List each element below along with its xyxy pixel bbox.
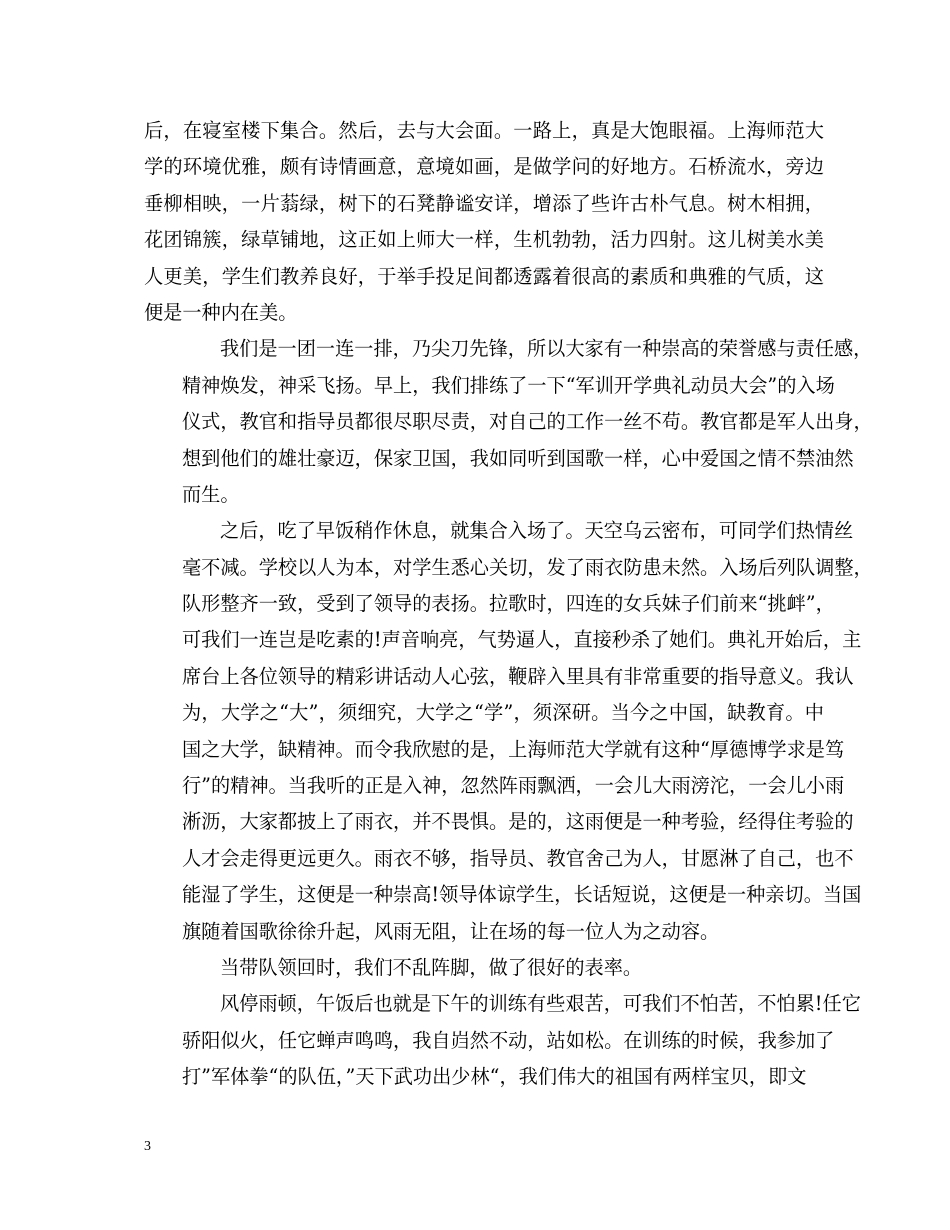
text-line: 行”的精神。当我听的正是入神，忽然阵雨飘洒，一会儿大雨滂沱，一会儿小雨 [182, 774, 845, 798]
text-line: 学的环境优雅，颇有诗情画意，意境如画，是做学问的好地方。石桥流水，旁边 [144, 155, 824, 179]
text-line: 毫不减。学校以人为本，对学生悉心关切，发了雨衣防患未然。入场后列队调整， [182, 555, 873, 579]
text-line: 淅沥，大家都披上了雨衣，并不畏惧。是的，这雨便是一种考验，经得住考验的 [182, 810, 854, 834]
text-line: 花团锦簇，绿草铺地，这正如上师大一样，生机勃勃，活力四射。这儿树美水美 [144, 228, 824, 252]
text-line: 精神焕发，神采飞扬。早上，我们排练了一下“军训开学典礼动员大会”的入场 [182, 373, 835, 397]
text-line: 之后，吃了早饭稍作休息，就集合入场了。天空乌云密布，可同学们热情丝 [220, 519, 854, 543]
paragraph [144, 513, 873, 950]
paragraph [144, 950, 824, 986]
paragraph [144, 331, 873, 513]
text-line: 当带队领回时，我们不乱阵脚，做了很好的表率。 [220, 955, 643, 979]
text-line: 人更美，学生们教养良好，于举手投足间都透露着很高的素质和典雅的气质，这 [144, 264, 824, 288]
text-line: 后，在寝室楼下集合。然后，去与大会面。一路上，真是大饱眼福。上海师范大 [144, 119, 824, 142]
document-body [144, 113, 873, 1096]
text-line: 人才会走得更远更久。雨衣不够，指导员、教官舍己为人，甘愿淋了自己，也不 [182, 846, 854, 870]
text-line: 骄阳似火，任它蝉声鸣鸣，我自岿然不动，站如松。在训练的时候，我参加了 [182, 1028, 835, 1052]
text-line: 便是一种内在美。 [144, 300, 298, 324]
paragraph [144, 986, 861, 1095]
paragraph [144, 113, 824, 331]
text-line: 我们是一团一连一排，乃尖刀先锋，所以大家有一种崇高的荣誉感与责任感， [220, 337, 873, 361]
text-line: 旗随着国歌徐徐升起，风雨无阻，让在场的每一位人为之动容。 [182, 919, 720, 943]
text-line: 可我们一连岂是吃素的!声音响亮，气势逼人，直接秒杀了她们。典礼开始后，主 [182, 628, 862, 652]
text-line: 而生。 [182, 482, 240, 506]
text-line: 想到他们的雄壮豪迈，保家卫国，我如同听到国歌一样，心中爱国之情不禁油然 [182, 446, 854, 470]
text-line: 垂柳相映，一片蓊绿，树下的石凳静谧安详，增添了些许古朴气息。树木相拥， [144, 191, 824, 215]
text-line: 国之大学，缺精神。而令我欣慰的是，上海师范大学就有这种“厚德博学求是笃 [182, 737, 845, 761]
text-line: 能湿了学生，这便是一种崇高!领导体谅学生，长话短说，这便是一种亲切。当国 [182, 883, 862, 907]
page-number: 3 [144, 1139, 151, 1154]
text-line: 风停雨顿，午饭后也就是下午的训练有些艰苦，可我们不怕苦，不怕累!任它 [220, 992, 861, 1016]
text-line: 打”军体拳“的队伍，”天下武功出少林“，我们伟大的祖国有两样宝贝，即文 [182, 1065, 807, 1089]
text-line: 仪式，教官和指导员都很尽职尽责，对自己的工作一丝不苟。教官都是军人出身， [182, 410, 873, 434]
text-line: 队形整齐一致，受到了领导的表扬。拉歌时，四连的女兵妹子们前来“挑衅”， [182, 592, 835, 616]
text-line: 为，大学之“大”，须细究，大学之“学”，须深研。当今之中国，缺教育。中 [182, 701, 824, 725]
text-line: 席台上各位领导的精彩讲话动人心弦，鞭辟入里具有非常重要的指导意义。我认 [182, 664, 854, 688]
